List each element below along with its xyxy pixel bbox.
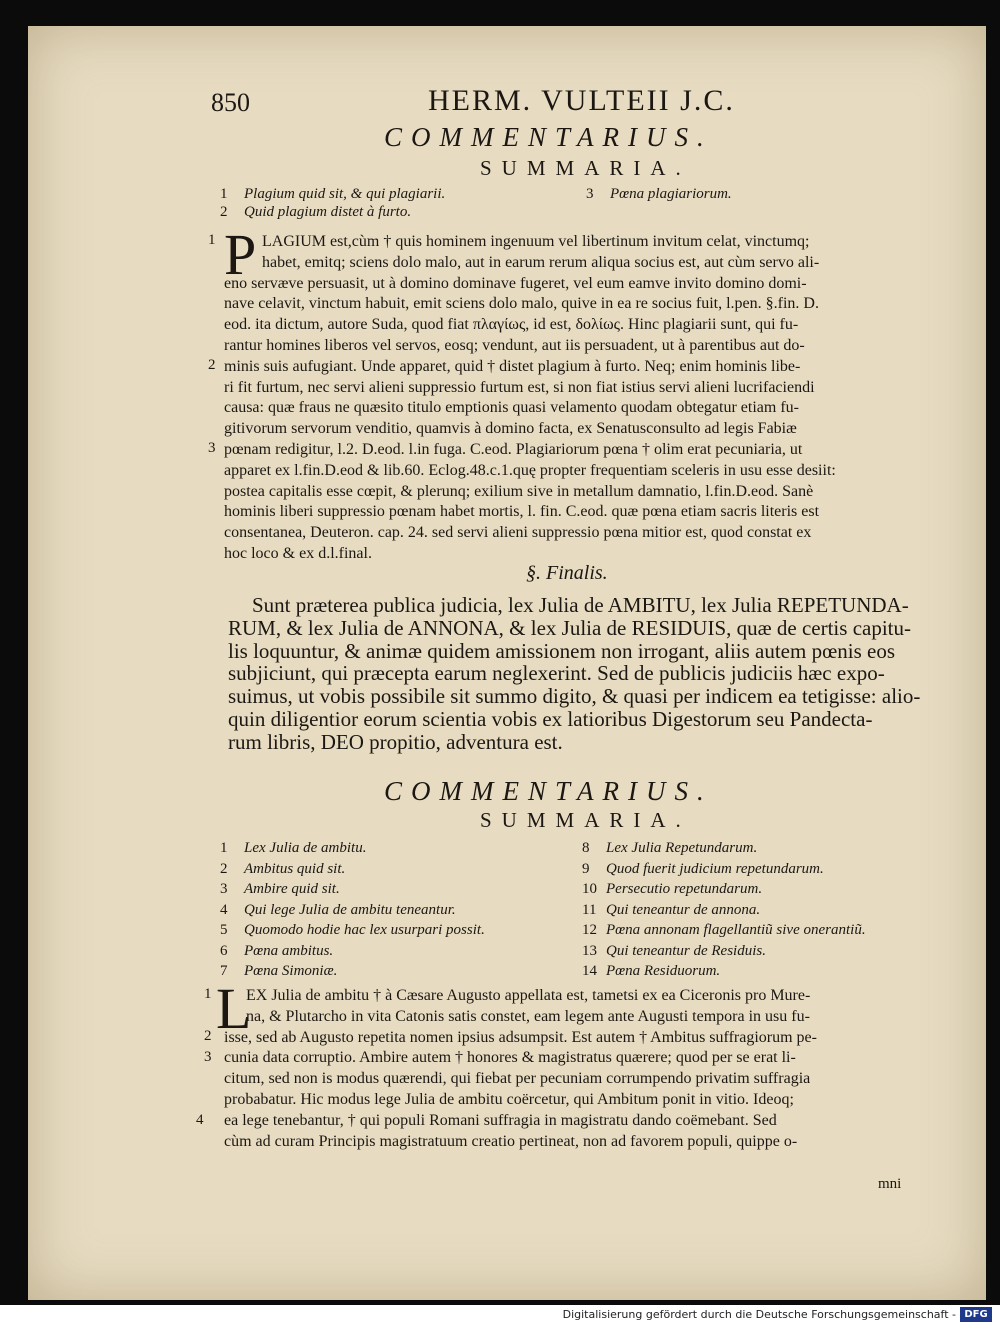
text-line: RUM, & lex Julia de ANNONA, & lex Julia de RESIDUIS, quæ de certis capitu- (228, 615, 911, 640)
text-line: cùm ad curam Principis magistratuum creatio pertineat, non ad favorem populi, quippe o- (224, 1132, 798, 1150)
summaria-entry (582, 838, 866, 859)
summaria-num: 7 (220, 963, 228, 979)
text-line: subjiciunt, qui præcepta earum neglexerint. Sed de publicis judiciis hæc expo- (228, 661, 885, 686)
section-title-2: COMMENTARIUS. (384, 776, 713, 806)
text-line: suimus, ut vobis possibile sit summo digito, & quasi per indicem ea tetigisse: alio- (228, 684, 921, 709)
text-line: Sunt præterea publica judicia, lex Julia de AMBITU, lex Julia REPETUNDA- (252, 593, 909, 617)
summaria-heading-1: SUMMARIA. (480, 156, 691, 180)
summaria-num: 10 (582, 881, 597, 897)
text-line: lis loquuntur, & animæ quidem amissionem non irrogant, aliis autem pœnis eos (228, 638, 896, 663)
margin-number: 3 (204, 1049, 212, 1065)
book-page (28, 26, 986, 1300)
text-line: isse, sed ab Augusto repetita nomen ipsius adsumpsit. Est autem † Ambitus suffragiorum pe- (224, 1028, 817, 1046)
summaria-entry (220, 204, 411, 221)
summaria-num: 5 (220, 922, 228, 938)
summaria-entry (220, 961, 485, 982)
text-line: ea lege tenebantur, † qui populi Romani suffragia in magistratu dando coëmebant. Sed (224, 1111, 777, 1129)
running-title: HERM. VULTEII J.C. (428, 84, 735, 117)
summaria-list-right (582, 838, 866, 982)
text-line: causa: quæ fraus ne quæsito titulo emptionis quasi velamento quodam obtegatur etiam fu- (224, 399, 799, 417)
text-line: nave celavit, vinctum habuit, emit sciens dolo malo, quive in ea re socius fuit, l.pen. §.fin. D. (224, 295, 819, 313)
summaria-entry (220, 941, 485, 962)
summaria-text: Pœna Residuorum. (606, 963, 721, 979)
summaria-text: Qui teneantur de Residuis. (606, 942, 766, 959)
dfg-logo-icon: DFG (960, 1307, 992, 1322)
summaria-text: Lex Julia de ambitu. (244, 840, 367, 856)
drop-cap-1: P (224, 222, 257, 287)
text-line: cunia data corruptio. Ambire autem † honores & magistratus quærere; quod per se erat li- (224, 1049, 796, 1067)
paragraph-plagium (224, 232, 958, 572)
summaria-num: 9 (582, 860, 590, 877)
summaria-num: 8 (582, 840, 590, 856)
text-line: habet, emitq; sciens dolo malo, aut in earum rerum aliqua socius est, aut cùm servo ali- (262, 253, 820, 271)
margin-number: 1 (208, 232, 216, 248)
summaria-num: 14 (582, 963, 597, 979)
text-line: rantur homines liberos vel servos, eosq; vendunt, aut iis persuadent, ut à parentibus aut do- (224, 337, 805, 354)
summaria-text: Lex Julia Repetundarum. (606, 840, 758, 856)
summaria-text: Pœna Simoniæ. (244, 963, 338, 979)
text-line: minis suis aufugiant. Unde apparet, quid † distet plagium à furto. Neq; enim hominis libe- (224, 357, 801, 375)
summaria-text: Qui lege Julia de ambitu teneantur. (244, 901, 456, 918)
summaria-entry (582, 859, 866, 880)
summaria-text: Pœna annonam flagellantiũ sive onerantiũ. (606, 922, 866, 938)
summaria-num: 13 (582, 942, 597, 959)
text-line: LAGIUM est,cùm † quis hominem ingenuum vel libertinum invitum celat, vinctumq; (262, 233, 810, 250)
summaria-text: Pœna plagiariorum. (610, 186, 732, 202)
summaria-entry (582, 900, 866, 921)
summaria-entry (582, 879, 866, 900)
text-line: postea capitalis esse cœpit, & plerunq; exilium sive in metallum damnatio, l.fin.D.eod. Sanè (224, 482, 814, 500)
summaria-num: 3 (220, 881, 228, 897)
text-line: pœnam redigitur, l.2. D.eod. l.in fuga. C.eod. Plagiariorum pœna † olim erat pecuniaria, ut (224, 441, 803, 458)
summaria-text: Qui teneantur de annona. (606, 901, 761, 918)
margin-number: 4 (196, 1112, 204, 1128)
finalis-heading: §. Finalis. (526, 562, 608, 584)
summaria-text: Ambitus quid sit. (244, 860, 346, 877)
summaria-entry (582, 920, 866, 941)
text-line: apparet ex l.fin.D.eod & lib.60. Eclog.48.c.1.quę propter frequentiam sceleris in usu esse desiit: (224, 461, 836, 479)
text-line: hoc loco & ex d.l.final. (224, 545, 372, 562)
text-line: eno servæve persuasit, ut à domino dominave fugeret, vel eum eamve invito domino domi- (224, 274, 807, 292)
summaria-num: 1 (220, 186, 228, 202)
summaria-text: Quid plagium distet à furto. (244, 204, 412, 220)
catchword: mni (878, 1176, 902, 1192)
summaria-num: 2 (220, 204, 228, 220)
summaria-text: Quomodo hodie hac lex usurpari possit. (244, 922, 485, 938)
text-line: citum, sed non is modus quærendi, qui fiebat per pecuniam corrumpendo privatim suffragia (224, 1070, 811, 1088)
summaria-num: 6 (220, 942, 228, 959)
text-line: quin diligentior eorum scientia vobis ex latioribus Digestorum seu Pandecta- (228, 707, 873, 731)
page-number: 850 (211, 88, 250, 117)
summaria-entry (220, 838, 485, 859)
summaria-entry (582, 961, 866, 982)
text-line: eod. ita dictum, autore Suda, quod fiat πλαγίως, id est, δολίως. Hinc plagiarii sunt, qui fu- (224, 316, 799, 334)
summaria-entry (220, 920, 485, 941)
summaria-num: 3 (586, 186, 594, 202)
summaria-num: 2 (220, 860, 228, 877)
text-line: consentanea, Deuteron. cap. 24. sed servi alieni suppressio pœna mitior est, quod constat ex (224, 524, 812, 542)
drop-cap-2: L (216, 976, 252, 1041)
summaria-heading-2: SUMMARIA. (480, 808, 691, 832)
text-line: rum libris, DEO propitio, adventura est. (228, 729, 563, 754)
summaria-entry (220, 186, 445, 203)
margin-number: 3 (208, 440, 216, 456)
summaria-num: 12 (582, 922, 597, 938)
summaria-text: Quod fuerit judicium repetundarum. (606, 860, 824, 877)
text-line: probabatur. Hic modus lege Julia de ambitu coërcetur, qui Ambitum ponit in vitio. Ideoq; (224, 1091, 794, 1108)
text-line: EX Julia de ambitu † à Cæsare Augusto appellata est, tametsi ex ea Ciceronis pro Mure- (246, 987, 811, 1004)
text-line: na, & Plutarcho in vita Catonis satis constet, eam legem ante Augusti tempora in usu fu- (246, 1007, 810, 1025)
summaria-num: 4 (220, 901, 228, 918)
margin-number: 2 (208, 357, 216, 373)
summaria-entry (220, 859, 485, 880)
summaria-entry (582, 941, 866, 962)
summaria-text: Persecutio repetundarum. (606, 881, 763, 897)
summaria-num: 1 (220, 840, 228, 856)
summaria-text: Pœna ambitus. (244, 942, 334, 959)
summaria-entry (220, 900, 485, 921)
summaria-num: 11 (582, 901, 597, 918)
section-title-1: COMMENTARIUS. (384, 122, 713, 152)
margin-number: 1 (204, 986, 212, 1002)
summaria-text: Plagium quid sit, & qui plagiarii. (244, 186, 446, 202)
summaria-list-left (220, 838, 485, 982)
text-line: ri fit furtum, nec servi alieni suppressio furtum est, si non fiat istius servi alieni lucrifaciendi (224, 378, 815, 396)
summaria-entry (586, 186, 732, 203)
paragraph-finalis (228, 594, 958, 764)
margin-number: 2 (204, 1028, 212, 1044)
paragraph-lex-julia (216, 986, 958, 1166)
summaria-text: Ambire quid sit. (244, 881, 340, 897)
footer-credit: Digitalisierung gefördert durch die Deutsche Forschungsgemeinschaft - (562, 1308, 956, 1321)
summaria-entry (220, 879, 485, 900)
text-line: gitivorum servorum venditio, quamvis à domino facta, ex Senatusconsulto ad legis Fabiæ (224, 420, 797, 438)
text-line: hominis liberi suppressio pœnam habet mortis, l. fin. C.eod. quæ pœna etiam sacris literis est (224, 503, 820, 521)
